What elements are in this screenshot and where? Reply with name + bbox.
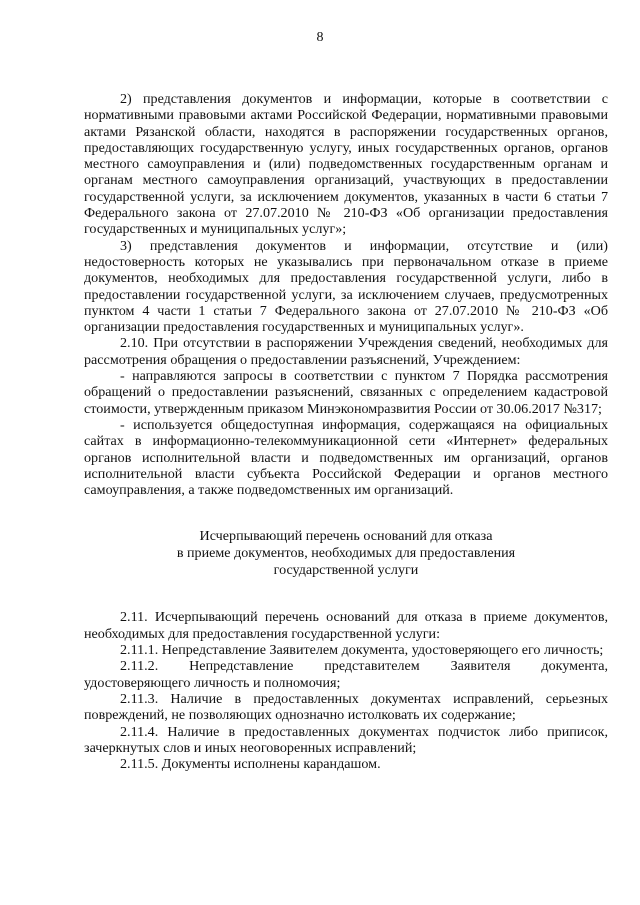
paragraph-requests: - направляются запросы в соответствии с пунктом 7 Порядка рассмотрения обращений о предоставлении разъяснений, связанных с определением кадастровой стоимости, утвержденным приказом Минэкономразвития России от 30.06.2017 №317; [84, 368, 608, 417]
section-heading-line-2: в приеме документов, необходимых для предоставления [176, 545, 516, 562]
paragraph-item-2: 2) представления документов и информации, которые в соответствии с нормативными правовыми актами Российской Федерации, нормативными правовыми актами Рязанской области, находятся в распоряжении государственных органов, предоставляющих государственную услугу, иных государственных органов, органов местного самоуправления и (или) подведомственных государственным органам и органам местного самоуправления организаций, участвующих в предоставлении государственной услуги, за исключением документов, указанных в части 6 статьи 7 Федерального закона от 27.07.2010 № 210-ФЗ «Об организации предоставления государственных и муниципальных услуг»; [84, 91, 608, 238]
paragraph-2-11-1: 2.11.1. Непредставление Заявителем документа, удостоверяющего его личность; [120, 642, 604, 659]
paragraph-2-11-5: 2.11.5. Документы исполнены карандашом. [120, 756, 381, 773]
paragraph-2-11-3: 2.11.3. Наличие в предоставленных документах исправлений, серьезных повреждений, не позволяющих однозначно истолковать их содержание; [84, 690, 608, 724]
paragraph-2-10: 2.10. При отсутствии в распоряжении Учреждения сведений, необходимых для рассмотрения обращения о предоставлении разъяснений, Учреждением: [84, 335, 608, 368]
paragraph-2-11: 2.11. Исчерпывающий перечень оснований для отказа в приеме документов, необходимых для предоставления государственной услуги: [84, 609, 608, 642]
page-number: 8 [316, 30, 324, 45]
section-heading-line-3: государственной услуги [273, 562, 419, 579]
section-heading [84, 528, 608, 579]
paragraph-public-info: - используется общедоступная информация, содержащаяся на официальных сайтах в информационно-телекоммуникационной сети «Интернет» федеральных органов исполнительной власти и подведомственных им организаций, органов исполнительной власти субъекта Российской Федерации и органов местного самоуправления, а также подведомственных им организаций. [84, 416, 608, 499]
paragraph-2-11-2: 2.11.2. Непредставление представителем Заявителя документа, удостоверяющего личность и полномочия; [84, 658, 608, 691]
paragraph-2-11-4: 2.11.4. Наличие в предоставленных документах подчисток либо приписок, зачеркнутых слов и иных неоговоренных исправлений; [84, 723, 608, 756]
document-body [84, 91, 608, 772]
paragraph-item-3: 3) представления документов и информации, отсутствие и (или) недостоверность которых не указывались при первоначальном отказе в приеме документов, необходимых для предоставления государственной услуги, либо в предоставлении государственной услуги, за исключением случаев, предусмотренных пунктом 4 части 1 статьи 7 Федерального закона от 27.07.2010 № 210-ФЗ «Об организации предоставления государственных и муниципальных услуг». [84, 237, 608, 336]
section-heading-line-1: Исчерпывающий перечень оснований для отказа [199, 528, 493, 545]
